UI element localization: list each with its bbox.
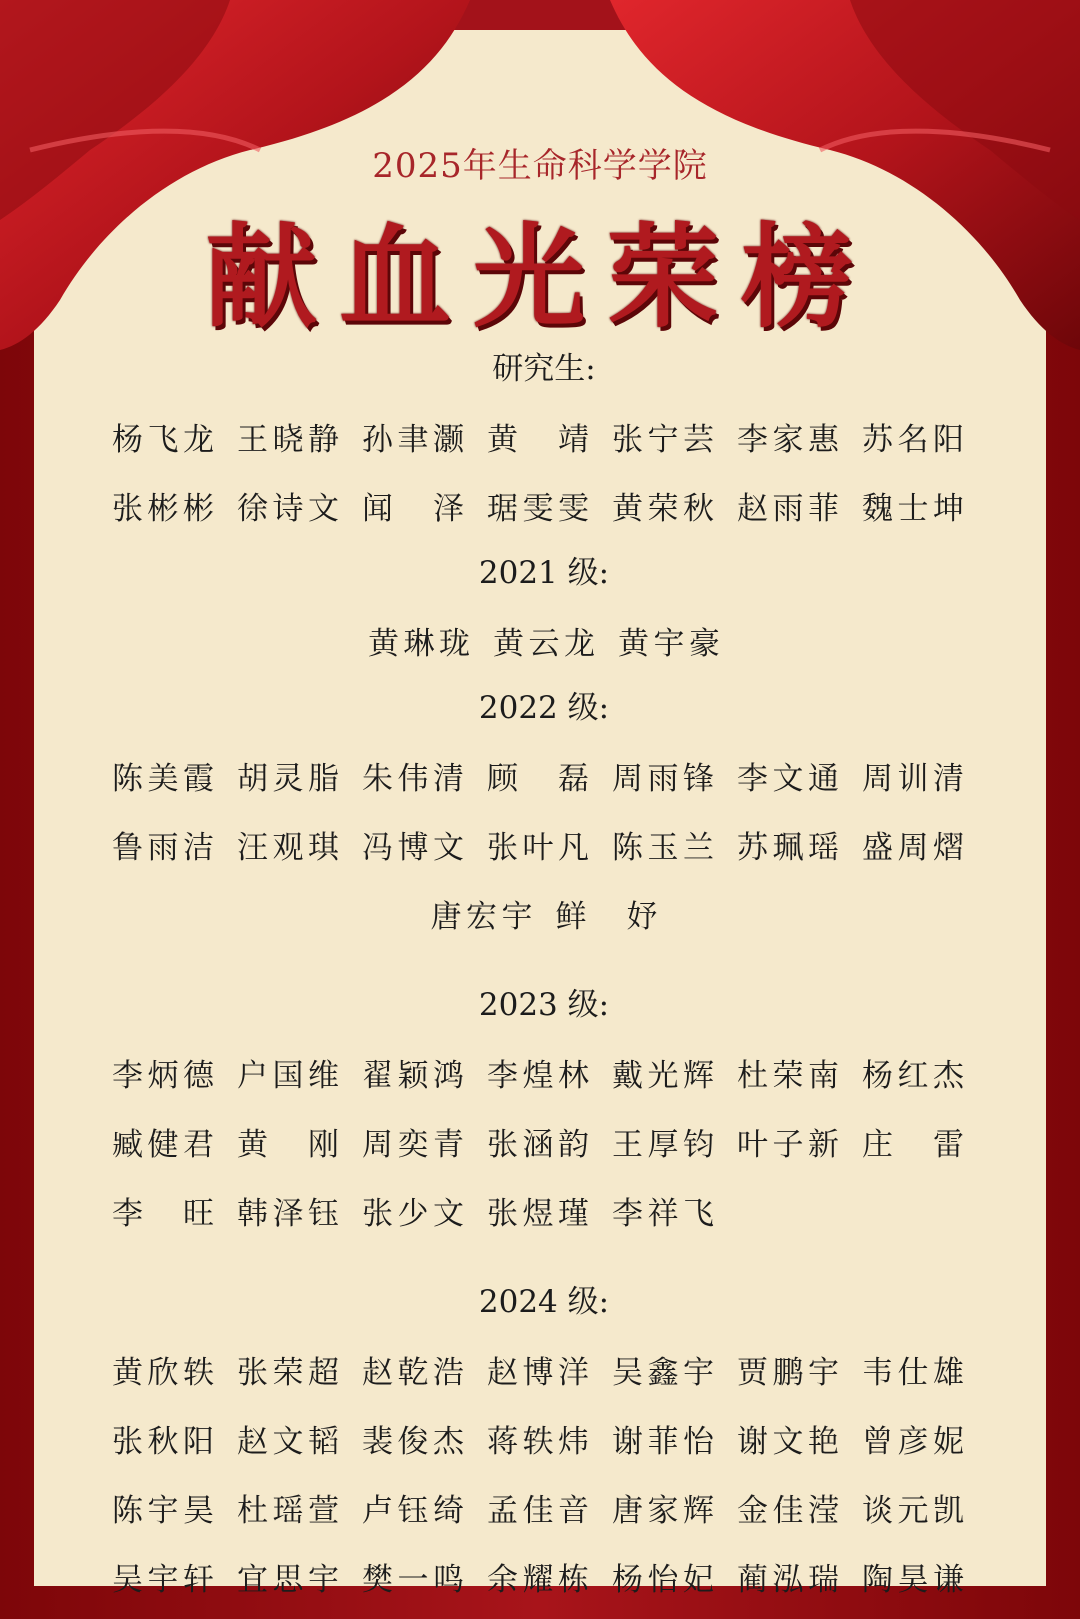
donor-name: 赵 乾 浩 xyxy=(362,1355,464,1391)
donor-name: 杨 飞 龙 xyxy=(112,422,214,458)
donor-name: 杜 瑶 萱 xyxy=(237,1493,339,1529)
donor-name: 冯 博 文 xyxy=(362,830,464,866)
donor-name: 陈 美 霞 xyxy=(112,761,214,797)
donor-name: 周 训 清 xyxy=(862,761,964,797)
donor-name: 琚 雯 雯 xyxy=(487,491,589,527)
donor-name: 赵 雨 菲 xyxy=(737,491,839,527)
donor-name: 吴 鑫 宇 xyxy=(612,1355,714,1391)
donor-name: 李 家 惠 xyxy=(737,422,839,458)
donor-name: 徐 诗 文 xyxy=(237,491,339,527)
donor-name: 张 荣 超 xyxy=(237,1355,339,1391)
donor-name: 杜 荣 南 xyxy=(737,1058,839,1094)
donor-name: 李 煌 林 xyxy=(487,1058,589,1094)
donor-name: 黄 云 龙 xyxy=(493,626,595,662)
header-subtitle: 2025年生命科学学院 xyxy=(372,146,708,186)
section-heading: 2022 级: xyxy=(478,690,610,726)
donor-name: 宜 思 宇 xyxy=(237,1562,339,1598)
donor-name: 汪 观 琪 xyxy=(237,830,339,866)
donor-name: 杨 红 杰 xyxy=(862,1058,964,1094)
section-heading: 2024 级: xyxy=(478,1284,610,1320)
donor-name: 张 秋 阳 xyxy=(112,1424,214,1460)
donor-name: 黄 欣 轶 xyxy=(112,1355,214,1391)
name-row xyxy=(112,1542,976,1611)
donor-name: 金 佳 滢 xyxy=(737,1493,839,1529)
donor-name: 张 涵 韵 xyxy=(487,1127,589,1163)
donor-name: 李 炳 德 xyxy=(112,1058,214,1094)
donor-name: 陈 宇 昊 xyxy=(112,1493,214,1529)
name-row xyxy=(112,402,976,471)
donor-name: 卢 钰 绮 xyxy=(362,1493,464,1529)
donor-name: 孙 聿 灏 xyxy=(362,422,464,458)
donor-name: 张 少 文 xyxy=(362,1196,464,1232)
donor-name: 戴 光 辉 xyxy=(612,1058,714,1094)
name-row xyxy=(112,879,976,948)
donor-name: 臧 健 君 xyxy=(112,1127,214,1163)
donor-name: 苏 名 阳 xyxy=(862,422,964,458)
name-row xyxy=(112,1404,976,1473)
donor-name: 苏 珮 瑶 xyxy=(737,830,839,866)
donor-name: 鲜 妤 xyxy=(555,899,658,935)
donor-name: 黄 靖 xyxy=(487,422,589,458)
donor-name: 鲁 雨 洁 xyxy=(112,830,214,866)
donor-name: 谢 文 艳 xyxy=(737,1424,839,1460)
donor-name: 陶 昊 谦 xyxy=(862,1562,964,1598)
name-row xyxy=(112,1038,976,1107)
donor-name: 余 耀 栋 xyxy=(487,1562,589,1598)
name-row xyxy=(112,606,976,675)
donor-name: 叶 子 新 xyxy=(737,1127,839,1163)
donor-name: 黄 琳 珑 xyxy=(368,626,470,662)
donor-name: 孟 佳 音 xyxy=(487,1493,589,1529)
donor-name: 韦 仕 雄 xyxy=(862,1355,964,1391)
honor-list xyxy=(112,336,976,1611)
name-row xyxy=(112,1176,976,1245)
donor-name: 张 叶 凡 xyxy=(487,830,589,866)
donor-name: 李 祥 飞 xyxy=(612,1196,714,1232)
section-heading: 2023 级: xyxy=(478,987,610,1023)
section-heading: 2021 级: xyxy=(478,555,610,591)
donor-name: 翟 颖 鸿 xyxy=(362,1058,464,1094)
section-heading: 研究生: xyxy=(492,351,596,387)
name-row xyxy=(112,810,976,879)
donor-name: 裴 俊 杰 xyxy=(362,1424,464,1460)
donor-name: 赵 文 韬 xyxy=(237,1424,339,1460)
donor-name: 王 晓 静 xyxy=(237,422,339,458)
donor-name: 樊 一 鸣 xyxy=(362,1562,464,1598)
donor-name: 谈 元 凯 xyxy=(862,1493,964,1529)
donor-name: 黄 荣 秋 xyxy=(612,491,714,527)
donor-name: 户 国 维 xyxy=(237,1058,339,1094)
donor-name: 韩 泽 钰 xyxy=(237,1196,339,1232)
donor-name: 陈 玉 兰 xyxy=(612,830,714,866)
name-row xyxy=(112,1335,976,1404)
donor-name: 周 奕 青 xyxy=(362,1127,464,1163)
donor-name: 曾 彦 妮 xyxy=(862,1424,964,1460)
donor-name: 黄 刚 xyxy=(237,1127,339,1163)
donor-name: 张 宁 芸 xyxy=(612,422,714,458)
donor-name: 李 旺 xyxy=(112,1196,214,1232)
donor-name: 张 煜 瑾 xyxy=(487,1196,589,1232)
header-title: 献血光荣榜 xyxy=(205,212,875,343)
name-row xyxy=(112,741,976,810)
donor-name: 闻 泽 xyxy=(362,491,464,527)
donor-name: 蒋 轶 炜 xyxy=(487,1424,589,1460)
donor-name: 朱 伟 清 xyxy=(362,761,464,797)
donor-name: 张 彬 彬 xyxy=(112,491,214,527)
name-row xyxy=(112,1473,976,1542)
donor-name: 胡 灵 脂 xyxy=(237,761,339,797)
donor-name: 赵 博 洋 xyxy=(487,1355,589,1391)
name-row xyxy=(112,471,976,540)
donor-name: 庄 雷 xyxy=(862,1127,964,1163)
donor-name: 唐 家 辉 xyxy=(612,1493,714,1529)
donor-name: 魏 士 坤 xyxy=(862,491,964,527)
donor-name: 贾 鹏 宇 xyxy=(737,1355,839,1391)
donor-name: 周 雨 锋 xyxy=(612,761,714,797)
donor-name: 吴 宇 轩 xyxy=(112,1562,214,1598)
donor-name: 王 厚 钧 xyxy=(612,1127,714,1163)
donor-name: 顾 磊 xyxy=(487,761,589,797)
donor-name: 唐 宏 宇 xyxy=(430,899,533,935)
donor-name: 谢 菲 怡 xyxy=(612,1424,714,1460)
donor-name: 盛 周 熠 xyxy=(862,830,964,866)
donor-name: 杨 怡 妃 xyxy=(612,1562,714,1598)
donor-name: 蔺 泓 瑞 xyxy=(737,1562,839,1598)
name-row xyxy=(112,1107,976,1176)
donor-name: 黄 宇 豪 xyxy=(618,626,720,662)
donor-name: 李 文 通 xyxy=(737,761,839,797)
